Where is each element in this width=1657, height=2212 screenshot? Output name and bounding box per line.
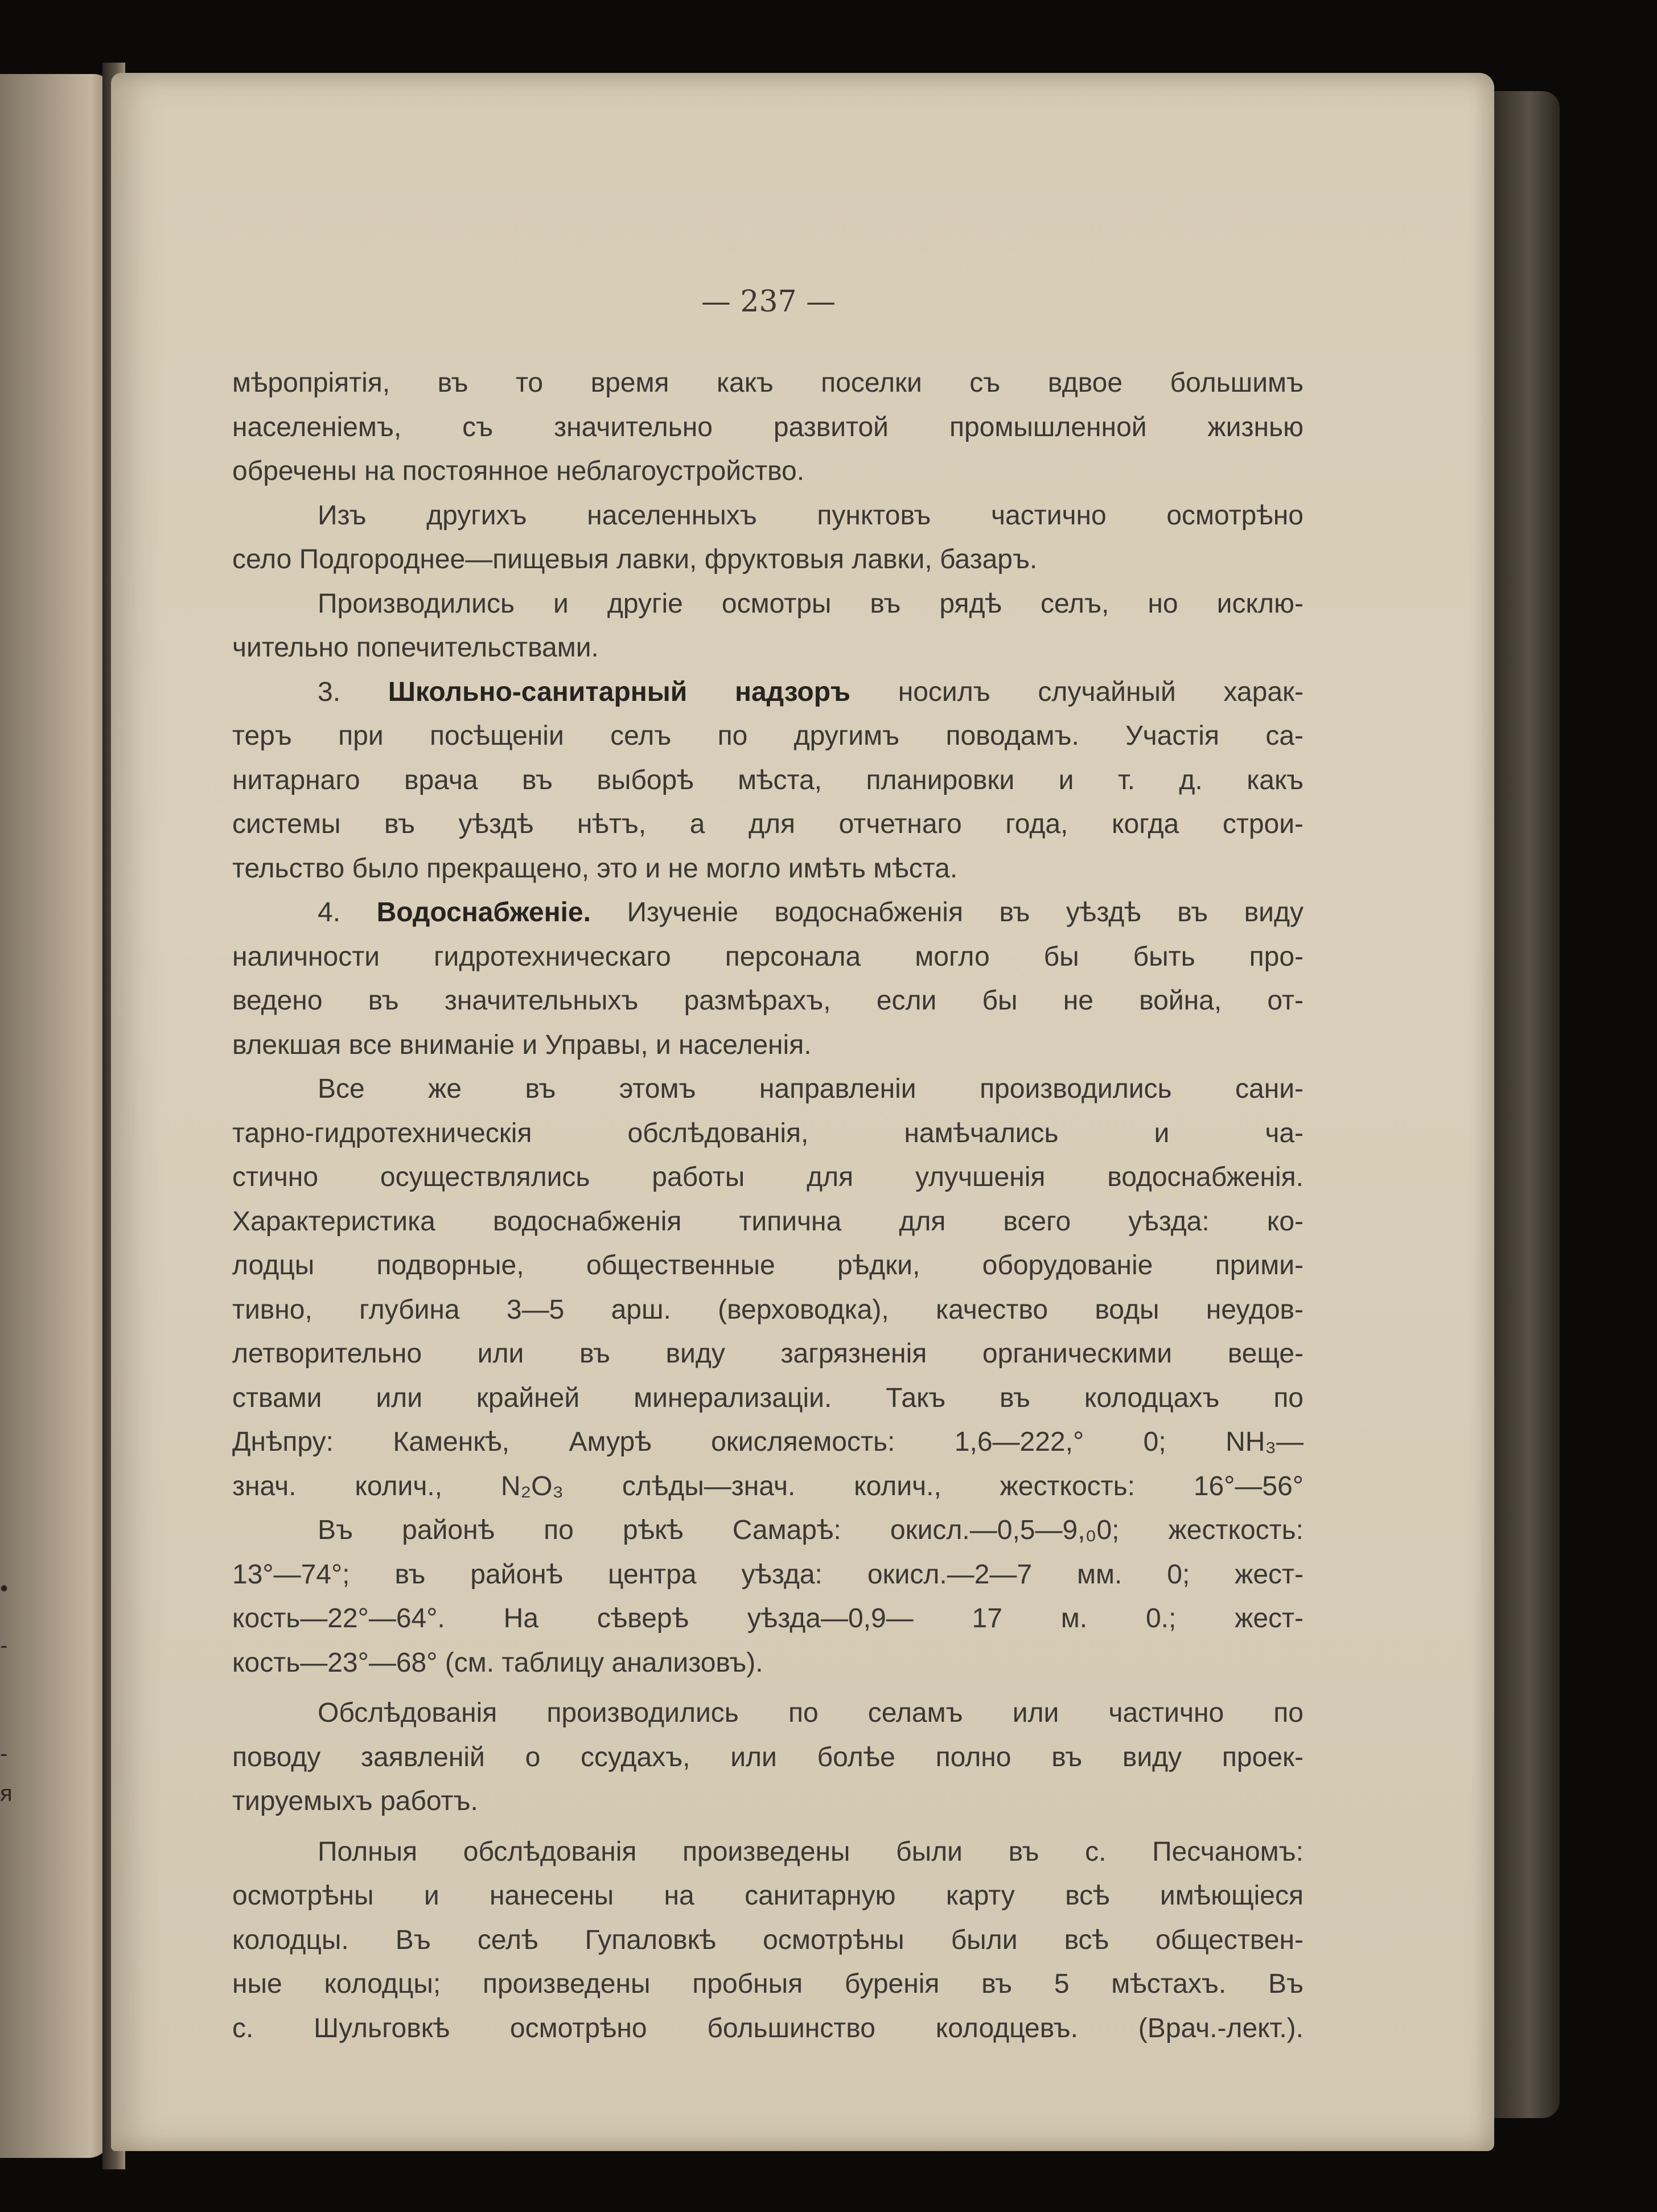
text-line: 13°—74°; въ районѣ центра уѣзда: окисл.—2—7 мм. 0; жест- xyxy=(232,1559,1304,1590)
text-line: наличности гидротехническаго персонала могло бы быть про- xyxy=(232,941,1304,972)
text-line: Все же въ этомъ направленіи производились сани- xyxy=(318,1074,1304,1104)
left-mark: • xyxy=(0,1576,9,1601)
section-number: 4. xyxy=(318,897,341,928)
text-line: влекшая все вниманіе и Управы, и населенія. xyxy=(232,1029,812,1060)
text-line: колодцы. Въ селѣ Гупаловкѣ осмотрѣны были всѣ обществен- xyxy=(232,1924,1304,1955)
text-line: тарно-гидротехническія обслѣдованія, намѣчались и ча- xyxy=(232,1118,1304,1148)
text-line: кость—22°—64°. На сѣверѣ уѣзда—0,9— 17 м. 0.; жест- xyxy=(232,1603,1304,1634)
left-mark: - xyxy=(0,1741,8,1766)
text-line: Днѣпру: Каменкѣ, Амурѣ окисляемость: 1,6—222,° 0; NH₃— xyxy=(232,1427,1304,1457)
page-text xyxy=(232,361,1304,2050)
text-line: Изъ другихъ населенныхъ пунктовъ частично осмотрѣно xyxy=(318,500,1304,531)
section-number: 3. xyxy=(318,676,341,707)
text-line: обречены на постоянное неблагоустройство. xyxy=(232,456,805,486)
text-line: Производились и другіе осмотры въ рядѣ селъ, но исклю- xyxy=(318,588,1304,619)
section-heading: Школьно-санитарный надзоръ xyxy=(388,676,851,707)
text-line: тельство было прекращено, это и не могло имѣть мѣста. xyxy=(232,853,958,884)
section-heading-line xyxy=(232,670,1304,715)
section-heading: Водоснабженіе. xyxy=(376,897,591,928)
section-heading-line xyxy=(232,890,1304,935)
text-line: лодцы подворные, общественные рѣдки, оборудованіе прими- xyxy=(232,1250,1304,1281)
text-line: населеніемъ, съ значительно развитой промышленной жизнью xyxy=(232,412,1304,442)
section-heading-rest: носилъ случайный харак- xyxy=(898,676,1304,707)
text-line: Полныя обслѣдованія произведены были въ с. Песчаномъ: xyxy=(318,1836,1304,1867)
left-page-marks xyxy=(0,1571,23,1811)
text-line: ведено въ значительныхъ размѣрахъ, если бы не война, от- xyxy=(232,986,1304,1016)
text-line: мѣропріятія, въ то время какъ поселки съ вдвое большимъ xyxy=(232,368,1304,398)
text-line: Въ районѣ по рѣкѣ Самарѣ: окисл.—0,5—9,₀0; жесткость: xyxy=(318,1515,1304,1545)
text-line: теръ при посѣщеніи селъ по другимъ поводамъ. Участія са- xyxy=(232,721,1304,751)
left-mark: - xyxy=(0,1633,8,1658)
left-mark: я xyxy=(0,1781,13,1806)
text-line: системы въ уѣздѣ нѣтъ, а для отчетнаго года, когда строи- xyxy=(232,809,1304,839)
text-line: осмотрѣны и нанесены на санитарную карту всѣ имѣющіеся xyxy=(232,1881,1304,1911)
text-line: нитарнаго врача въ выборѣ мѣста, планировки и т. д. какъ xyxy=(232,765,1304,795)
text-line: поводу заявленій о ссудахъ, или болѣе полно въ виду проек- xyxy=(232,1742,1304,1772)
page-number: — 237 — xyxy=(701,285,836,319)
section-heading-rest: Изученіе водоснабженія въ уѣздѣ въ виду xyxy=(627,897,1304,928)
text-line: с. Шульговкѣ осмотрѣно большинство колодцевъ. (Врач.-лект.). xyxy=(232,2013,1304,2043)
text-line: ствами или крайней минерализаціи. Такъ въ колодцахъ по xyxy=(232,1382,1304,1413)
text-line: село Подгороднее—пищевыя лавки, фруктовыя лавки, базаръ. xyxy=(232,544,1038,574)
text-line: Обслѣдованія производились по селамъ или частично по xyxy=(318,1698,1304,1728)
text-line: кость—23°—68° (см. таблицу анализовъ). xyxy=(232,1647,763,1678)
text-line: чительно попечительствами. xyxy=(232,633,599,663)
text-line: тивно, глубина 3—5 арш. (верховодка), качество воды неудов- xyxy=(232,1294,1304,1325)
text-line: Характеристика водоснабженія типична для всего уѣзда: ко- xyxy=(232,1206,1304,1237)
text-line: ные колодцы; произведены пробныя буренія въ 5 мѣстахъ. Въ xyxy=(232,1969,1304,1999)
text-line: тируемыхъ работъ. xyxy=(232,1786,478,1816)
text-line: стично осуществлялись работы для улучшенія водоснабженія. xyxy=(232,1162,1304,1192)
text-line: летворительно или въ виду загрязненія органическими веще- xyxy=(232,1339,1304,1369)
text-line: знач. колич., N₂O₃ слѣды—знач. колич., жесткость: 16°—56° xyxy=(232,1471,1304,1501)
left-page-edge xyxy=(0,74,111,2158)
